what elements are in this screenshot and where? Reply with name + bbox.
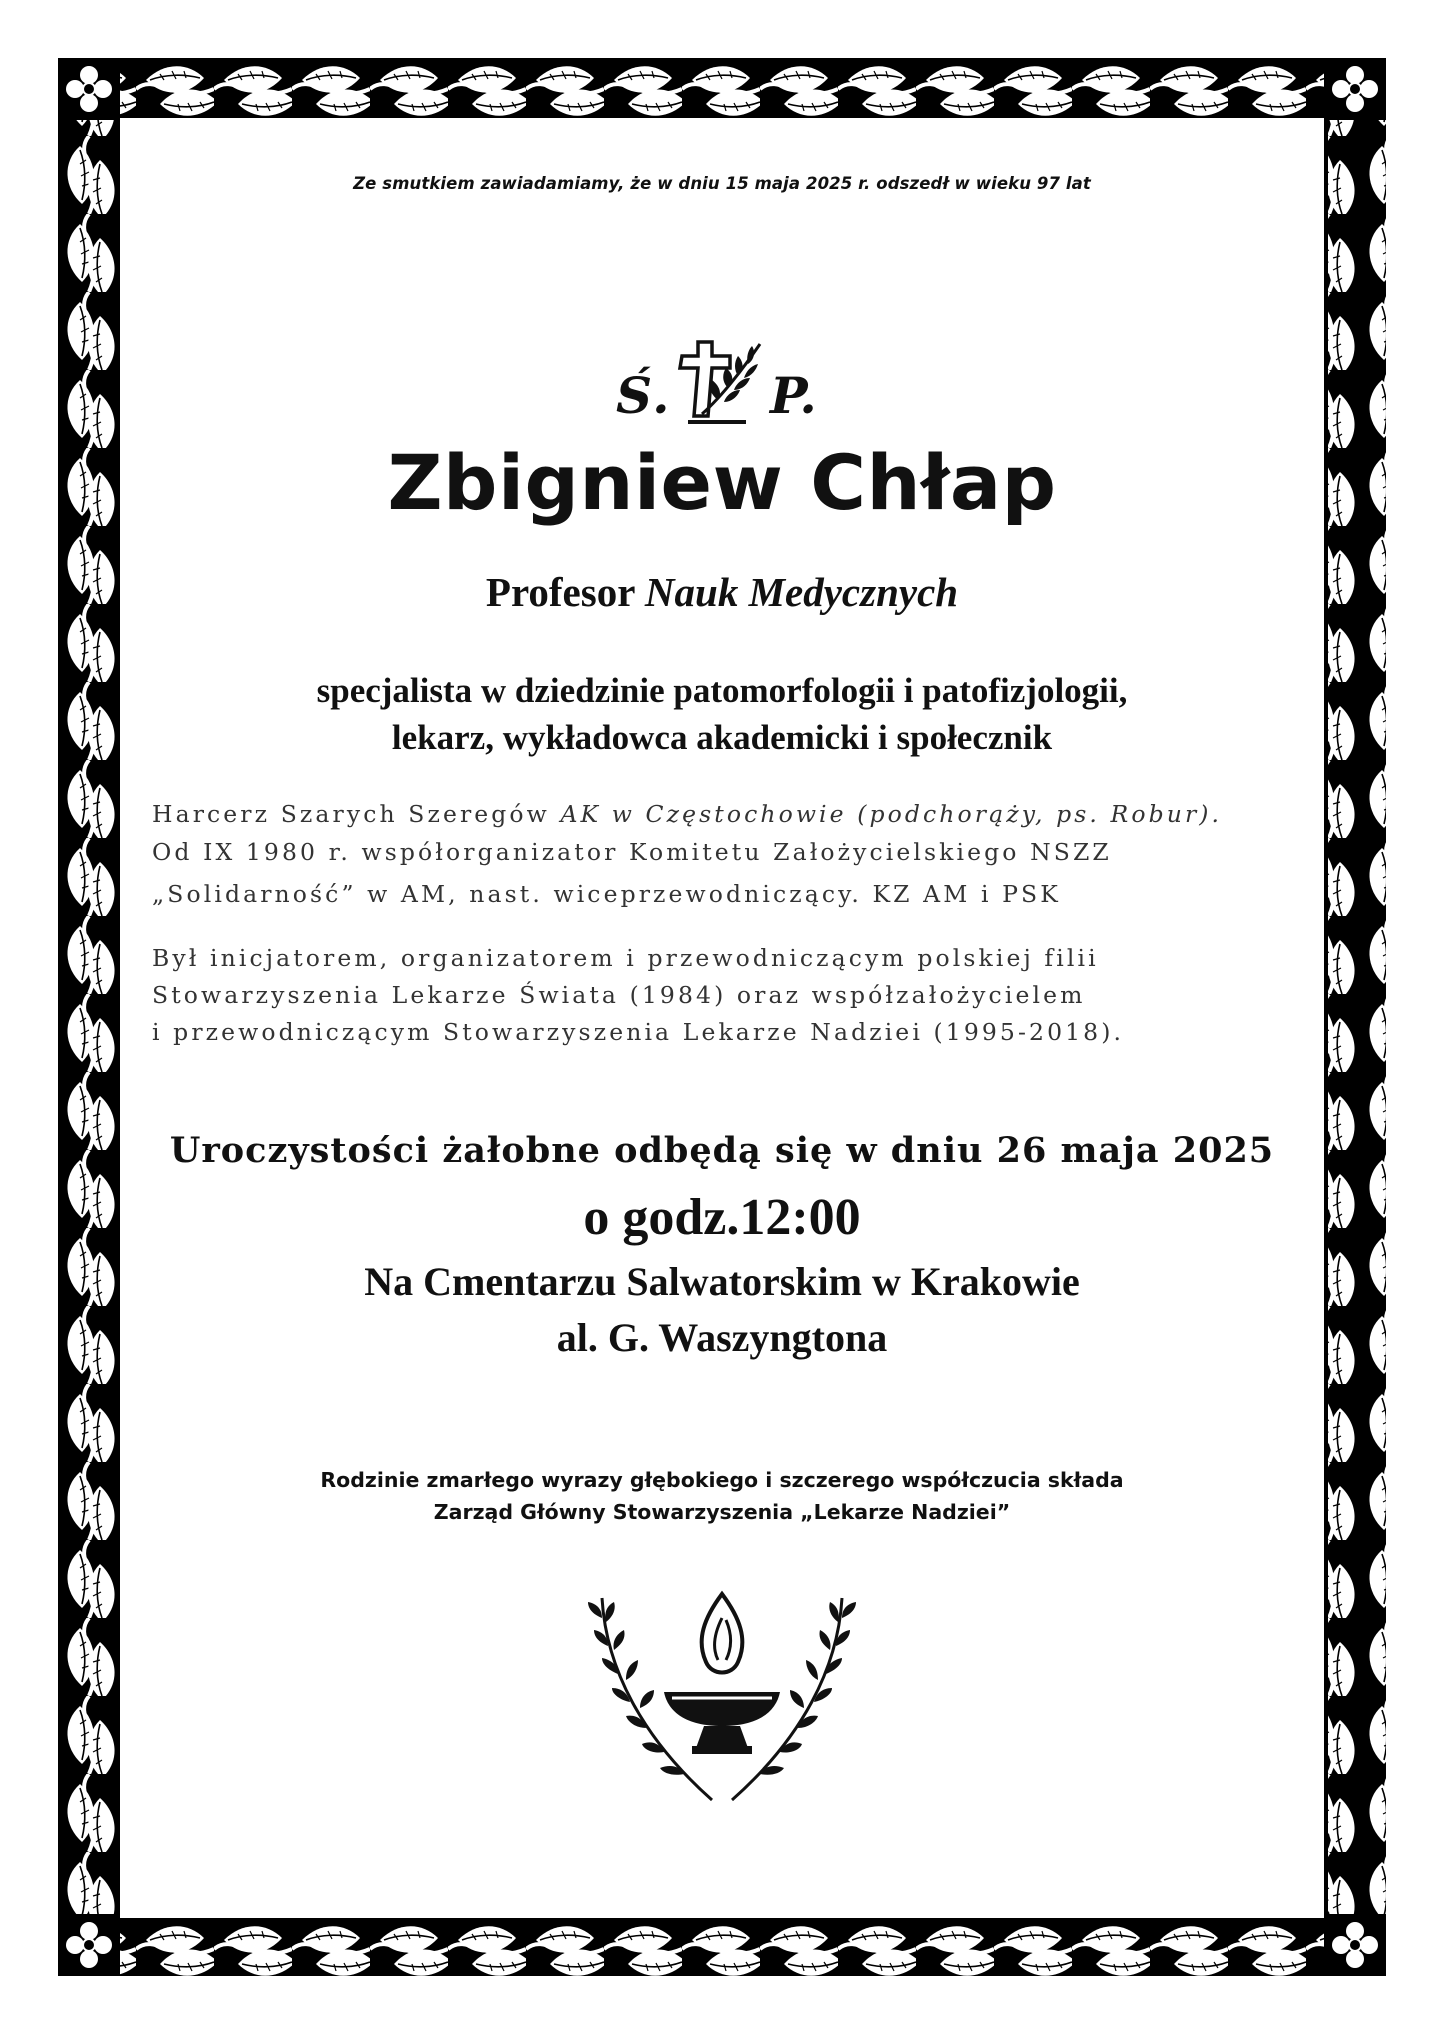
condolences-line-1: Rodzinie zmarłego wyrazy głębokiego i szczerego współczucia składa [320,1468,1124,1492]
title-prefix: Profesor [485,569,635,615]
bio-line-5: Stowarzyszenia Lekarze Świata (1984) oraz współzałożycielem [152,981,1086,1009]
intro-text: Ze smutkiem zawiadamiamy, że w dniu 15 maja 2025 r. odszedł w wieku 97 lat [353,174,1091,193]
cross-with-palm-icon [668,336,778,432]
sp-p-label: P. [770,366,817,425]
urn-with-flame-icon [572,1588,872,1818]
specialty-line-2: lekarz, wykładowca akademicki i społecznik [391,718,1053,757]
specialty-line-1: specjalista w dziedzinie patomorfologii i patofizjologii, [316,671,1128,710]
bio-line-1-prefix: Harcerz Szarych Szeregów [152,800,561,828]
ceremony-date: Uroczystości żałobne odbędą się w dniu 26 maja 2025 [169,1130,1275,1171]
bio-line-6: i przewodniczącym Stowarzyszenia Lekarze Nadziei (1995-2018). [152,1018,1125,1046]
sp-s-label: Ś. [616,366,670,425]
sp-emblem [610,336,830,432]
ceremony-place: Na Cmentarzu Salwatorskim w Krakowie [364,1259,1080,1304]
bio-line-1 [152,800,1312,828]
title-field: Nauk Medycznych [644,569,959,615]
ceremony-street: al. G. Waszyngtona [556,1315,888,1360]
condolences-line-2: Zarząd Główny Stowarzyszenia „Lekarze Nadziei” [433,1500,1011,1524]
bio-line-1-italic: AK w Częstochowie (podchorąży, ps. Robur). [560,800,1223,828]
bio-line-3: „Solidarność” w AM, nast. wiceprzewodniczący. KZ AM i PSK [152,880,1061,908]
obituary-card [120,118,1324,1918]
bio-line-4: Był inicjatorem, organizatorem i przewodniczącym polskiej filii [152,944,1099,972]
academic-title [120,568,1324,616]
bio-line-2: Od IX 1980 r. współorganizator Komitetu Założycielskiego NSZZ [152,838,1112,866]
ceremony-hour: o godz.12:00 [583,1189,861,1246]
deceased-name: Zbigniew Chłap [387,438,1057,527]
